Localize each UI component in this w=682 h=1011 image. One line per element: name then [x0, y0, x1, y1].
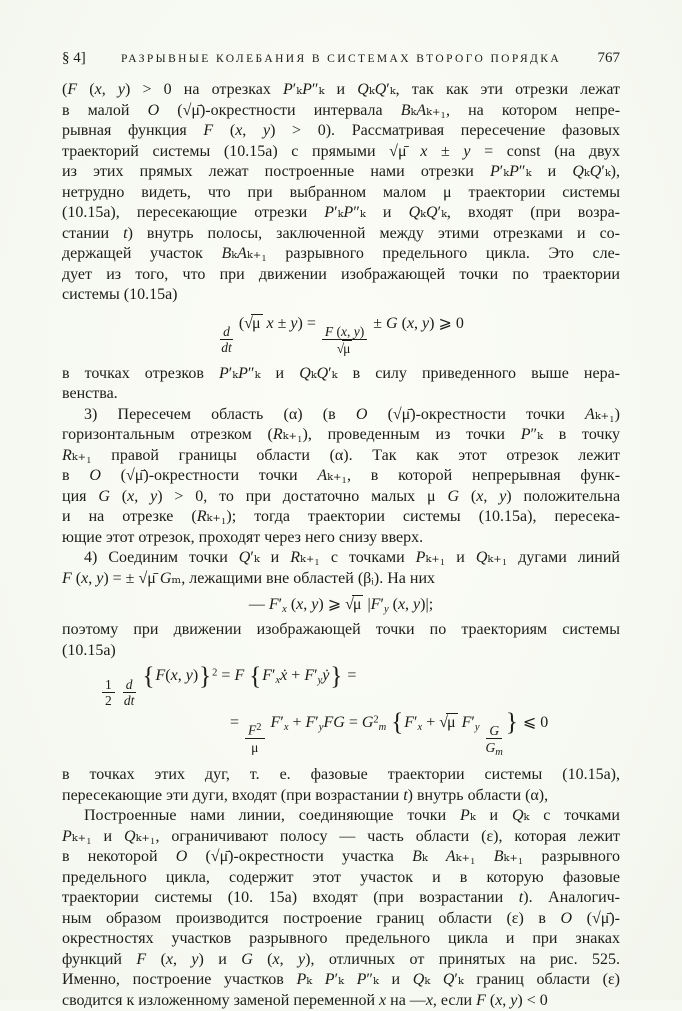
text-line: (F (x, y) > 0 на отрезках P′ₖP″ₖ и QₖQ′ₖ, так как эти отрезки лежат	[62, 81, 621, 98]
text-line: держащей участок BₖAₖ₊₁ разрывного предельного цикла. Это сле-	[62, 245, 621, 262]
big-brace: {	[142, 662, 155, 690]
text-line: F (x, y) = ± √μ̄ Gₘ, лежащими вне областей (βᵢ). На них	[62, 569, 436, 587]
text-line: в точках этих дуг, т. е. фазовые траектории системы (10.15а),	[62, 766, 620, 784]
big-brace: }	[505, 709, 518, 737]
text-line: окрестностях участков разрывного предельного цикла и при знаках	[62, 930, 620, 948]
text-line: траектории системы (10. 15а) входят (при возрастании t). Аналогич-	[62, 889, 621, 907]
fraction: $\frac{F (x, y)}{√\mu}$	[322, 324, 367, 357]
fraction: $\frac{G}{G_m}$	[485, 722, 503, 758]
fraction: $\frac{d}{dt}$	[221, 323, 232, 356]
big-brace: }	[330, 662, 343, 690]
text-line: венства.	[62, 385, 118, 403]
paragraph-after-equation	[62, 364, 620, 405]
fraction: $\frac{d}{dt}$	[123, 676, 135, 709]
paragraph-step-4	[62, 548, 620, 589]
paragraph-step-3	[62, 405, 620, 549]
text-line: дует из того, что при движении изображающей точки по траектории	[62, 265, 620, 283]
text-line: функций F (x, y) и G (x, y), отличных от принятых на рис. 525.	[62, 950, 621, 968]
text-line: ным образом производится построение границ области (ε) в O (√μ̄)-	[62, 909, 621, 927]
radical-sign: √μ	[439, 713, 456, 731]
text-line: горизонтальным отрезком (Rₖ₊₁), проведенным из точки P″ₖ в точку	[62, 426, 620, 444]
text-line: в малой O (√μ̄)-окрестности интервала BₖAₖ₊₁, на котором непре-	[62, 101, 621, 119]
fraction: $\frac{1}{2}$	[102, 677, 115, 709]
text-line: нетрудно видеть, что при выбранном малом μ траектории системы	[62, 183, 620, 201]
text-line: из этих прямых лежат построенные нами отрезки P′ₖP″ₖ и QₖQ′ₖ),	[62, 163, 620, 180]
text-line: в некоторой O (√μ̄)-окрестности участка Bₖ Aₖ₊₁ Bₖ₊₁ разрывного	[62, 848, 621, 866]
running-title: РАЗРЫВНЫЕ КОЛЕБАНИЯ В СИСТЕМАХ ВТОРОГО ПОРЯДКА	[120, 53, 562, 65]
text-line: системы (10.15а)	[62, 286, 178, 303]
text-line: 4) Соединим точки Q′ₖ и Rₖ₊₁ с точками Pₖ₊₁ и Qₖ₊₁ дугами линий	[84, 549, 620, 567]
section-marker: § 4]	[62, 50, 86, 66]
text-line: пересекающие эти дуги, входят (при возрастании t) внутрь области (α),	[62, 786, 549, 804]
text-line: ющие этот отрезок, проходят через него снизу вверх.	[62, 528, 424, 546]
paragraph-conclusion	[62, 806, 620, 1011]
big-brace: {	[391, 709, 404, 737]
paragraph-arcs	[62, 765, 620, 806]
equation-gradient-inequality: — $F'_x$ (x, y) ⩾ √μ $|F'_y$ (x, y)|;	[248, 596, 434, 616]
text-line: 3) Пересечем область (α) (в O (√μ̄)-окрестности точки Aₖ₊₁)	[84, 405, 620, 423]
paragraph-therefore	[62, 620, 620, 661]
radical-sign: √μ	[244, 314, 261, 332]
page-number: 767	[597, 50, 620, 66]
text-line: рывная функция F (x, y) > 0). Рассматривая пересечение фазовых	[62, 122, 620, 139]
page-header	[62, 50, 620, 67]
text-line: предельного цикла, содержит этот участок и в которую фазовые	[62, 868, 620, 886]
radical-sign: √μ	[336, 341, 351, 357]
fraction: $\frac{F^2}{\mu}$	[245, 722, 265, 754]
equation-derivative-inequality: $\frac{d}{dt}$ (√μ x ± y) = $\frac{F (x, y)}{√\mu}$ ± G (x, y) ⩾ 0	[221, 314, 464, 357]
text-line: сводится к изложенному заменой переменной x на —x, если F (x, y) < 0	[62, 991, 548, 1009]
text-line: (10.15а)	[62, 641, 116, 659]
text-line: в O (√μ̄)-окрестности точки Aₖ₊₁, в которой непрерывная функ-	[62, 467, 621, 485]
text-line: Pₖ₊₁ и Qₖ₊₁, ограничивают полосу — часть области (ε), которая лежит	[62, 827, 621, 845]
text-line: Построенные нами линии, соединяющие точки Pₖ и Qₖ с точками	[84, 807, 620, 825]
equation-energy-line-1: $\frac{1}{2}$ $\frac{d}{dt}$ {F(x, y)}$^2$ = F {$F'_xẋ$ + $F'_yẏ$} =	[62, 667, 620, 708]
text-line: Именно, построение участков Pₖ P′ₖ P″ₖ и Qₖ Q′ₖ границ области (ε)	[62, 971, 621, 989]
equation-energy-line-2: = $\frac{F^2}{\mu}$ $F'_x + F'_yFG = G^2_m$ {$F'_x + √\mu$ $F'_y$ $\frac{G}{G_m}$ } ⩽ 0	[230, 709, 549, 758]
radical-sign: √μ	[345, 596, 362, 614]
text-block	[62, 50, 620, 1011]
text-line: в точках отрезков P′ₖP″ₖ и QₖQ′ₖ в силу приведенного выше нера-	[62, 364, 621, 382]
big-brace: }	[199, 662, 212, 690]
big-brace: {	[249, 662, 262, 690]
text-line: стании t) внутрь полосы, заключенной между этими отрезками и со-	[62, 224, 621, 242]
text-line: и на отрезке (Rₖ₊₁); тогда траектории системы (10.15а), пересека-	[62, 508, 621, 526]
text-line: (10.15а), пересекающие отрезки P′ₖP″ₖ и QₖQ′ₖ, входят (при возра-	[62, 204, 620, 221]
paragraph-intro	[62, 80, 620, 306]
text-line: поэтому при движении изображающей точки по траекториям системы	[62, 621, 620, 639]
text-line: ция G (x, y) > 0, то при достаточно малых μ G (x, y) положительна	[62, 487, 621, 505]
text-line: траекторий системы (10.15а) с прямыми √μ̄ x ± y = const (на двух	[62, 142, 621, 160]
text-line: Rₖ₊₁ правой границы области (α). Так как этот отрезок лежит	[62, 446, 620, 464]
